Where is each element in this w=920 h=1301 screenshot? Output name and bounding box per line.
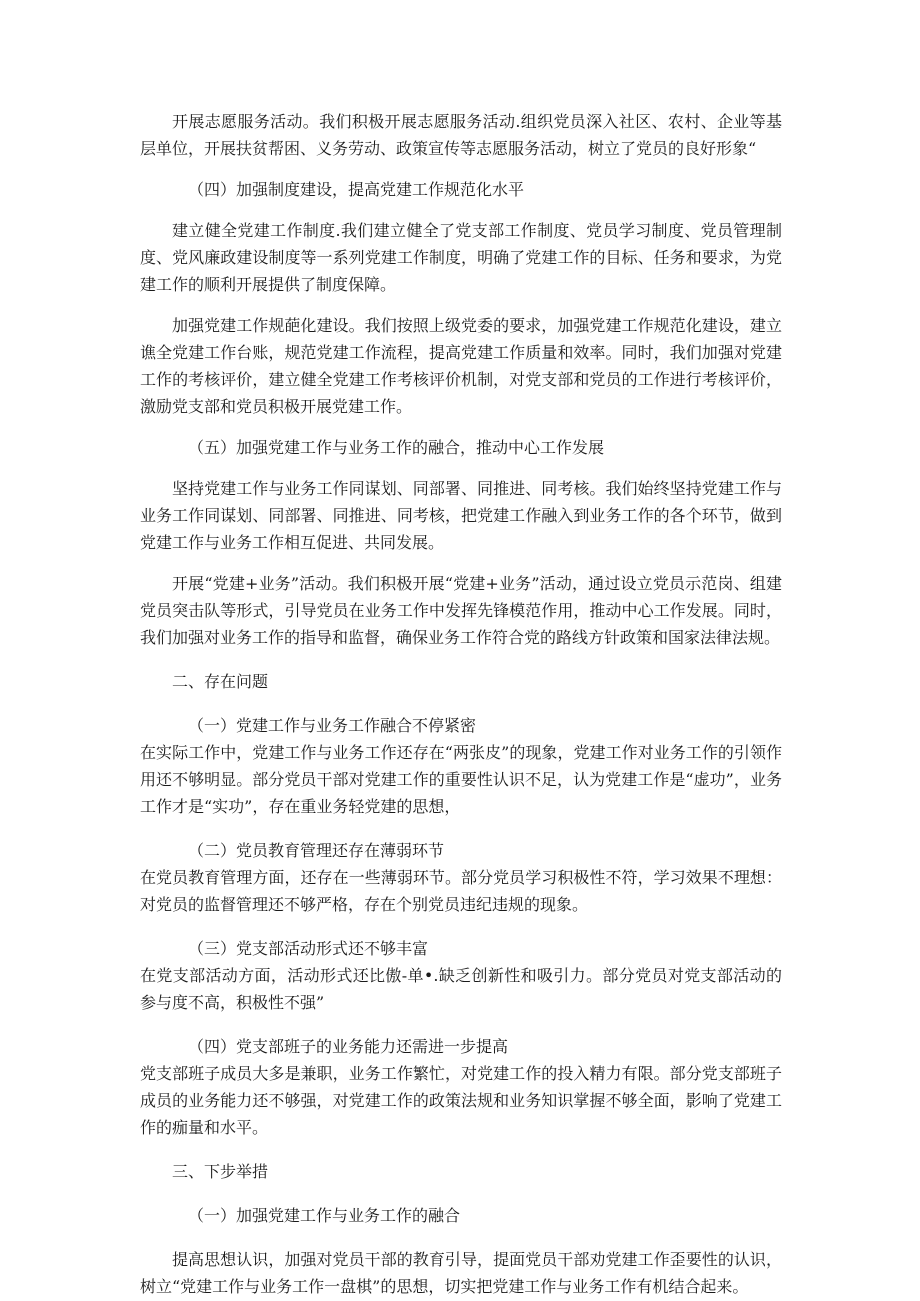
subheading-problem-4: （四）党支部班子的业务能力还需进一步提高 (188, 1037, 509, 1056)
paragraph-standardization: 加强党建工作规葩化建设。我们按照上级党委的要求，加强党建工作规范化建设，建立谯全党建工作台账，规范党建工作流程，提高党建工作质量和效率。同时，我们加强对党建工作的考核评价，建立健全党建工作考核评价机制，对党支部和党员的工作进行考核评价，激励党支部和党员积极开展党建工作。 (140, 316, 782, 416)
subheading-problem-1: （一）党建工作与业务工作融合不停紧密 (188, 716, 477, 735)
paragraph-party-plus-business: 开展“党建+业务”活动。我们积极开展“党建+业务”活动，通过设立党员示范岗、组建党员突击队等形式，引导党员在业务工作中发挥先锋模范作用，推动中心工作发展。同时，我们加强对业务工作的指导和监督，确保业务工作符合党的路线方针政策和国家法律法规。 (140, 574, 782, 647)
subheading-next-step-1: （一）加强党建工作与业务工作的融合 (188, 1206, 461, 1225)
paragraph-establish-system: 建立健全党建工作制度.我们建立健全了党支部工作制度、党员学习制度、党员管理制度、党风廉政建设制度等一系列党建工作制度，明确了党建工作的目标、任务和要求，为党建工作的顺利开展提供了制度保障。 (140, 221, 782, 294)
paragraph-problem-3: 在党支部活动方面，活动形式还比傲-单•.缺乏创新性和吸引力。部分党员对党支部活动的参与度不高，积极性不强” (140, 966, 782, 1012)
subheading-system-building: （四）加强制度建设，提高党建工作规范化水平 (188, 180, 525, 199)
section-heading-next-steps: 三、下步举措 (172, 1162, 269, 1181)
paragraph-problem-4: 党支部班子成员大多是兼职，业务工作繁忙，对党建工作的投入精力有限。部分党支部班子成员的业务能力还不够强，对党建工作的政策法规和业务知识掌握不够全面，影响了党建工作的痂量和水平。 (140, 1064, 782, 1137)
paragraph-next-step-1: 提高思想认识，加强对党员干部的教育引导，提面党员干部劝党建工作歪要性的认识，树立“党建工作与业务工作一盘棋”的思想，切实把党建工作与业务工作有机结合起来。 (140, 1250, 782, 1296)
paragraph-problem-1: 在实际工作中，党建工作与业务工作还存在“两张皮”的现象，党建工作对业务工作的引领作用还不够明显。部分党员干部对党建工作的重要性认识不足，认为党建工作是“虚功”，业务工作才是“实功”，存在重业务轻党建的思想， (140, 743, 782, 816)
subheading-integration-business: （五）加强党建工作与业务工作的融合，推动中心工作发展 (188, 438, 605, 457)
paragraph-volunteer-service: 开展志愿服务活动。我们积极开展志愿服务活动.组织党员深入社区、农村、企业等基层单位，开展扶贫帮困、义务劳动、政策宣传等志愿服务活动，树立了党员的良好形象“ (140, 112, 782, 158)
paragraph-joint-planning: 坚持党建工作与业务工作同谋划、同部署、同推进、同考核。我们始终坚持党建工作与业务工作同谋划、同部署、同推进、同考核，把党建工作融入到业务工作的各个环节，做到党建工作与业务工作相互促进、共同发展。 (140, 479, 782, 552)
paragraph-problem-2: 在党员教育管理方面，还存在一些薄弱环节。部分党员学习积极性不符，学习效果不理想：对党员的监督管理还不够严格，存在个别党员违纪违规的现象。 (140, 868, 782, 914)
subheading-problem-3: （三）党支部活动形式还不够丰富 (188, 939, 429, 958)
subheading-problem-2: （二）党员教育管理还存在薄弱环节 (188, 841, 445, 860)
section-heading-problems: 二、存在问题 (172, 672, 269, 691)
